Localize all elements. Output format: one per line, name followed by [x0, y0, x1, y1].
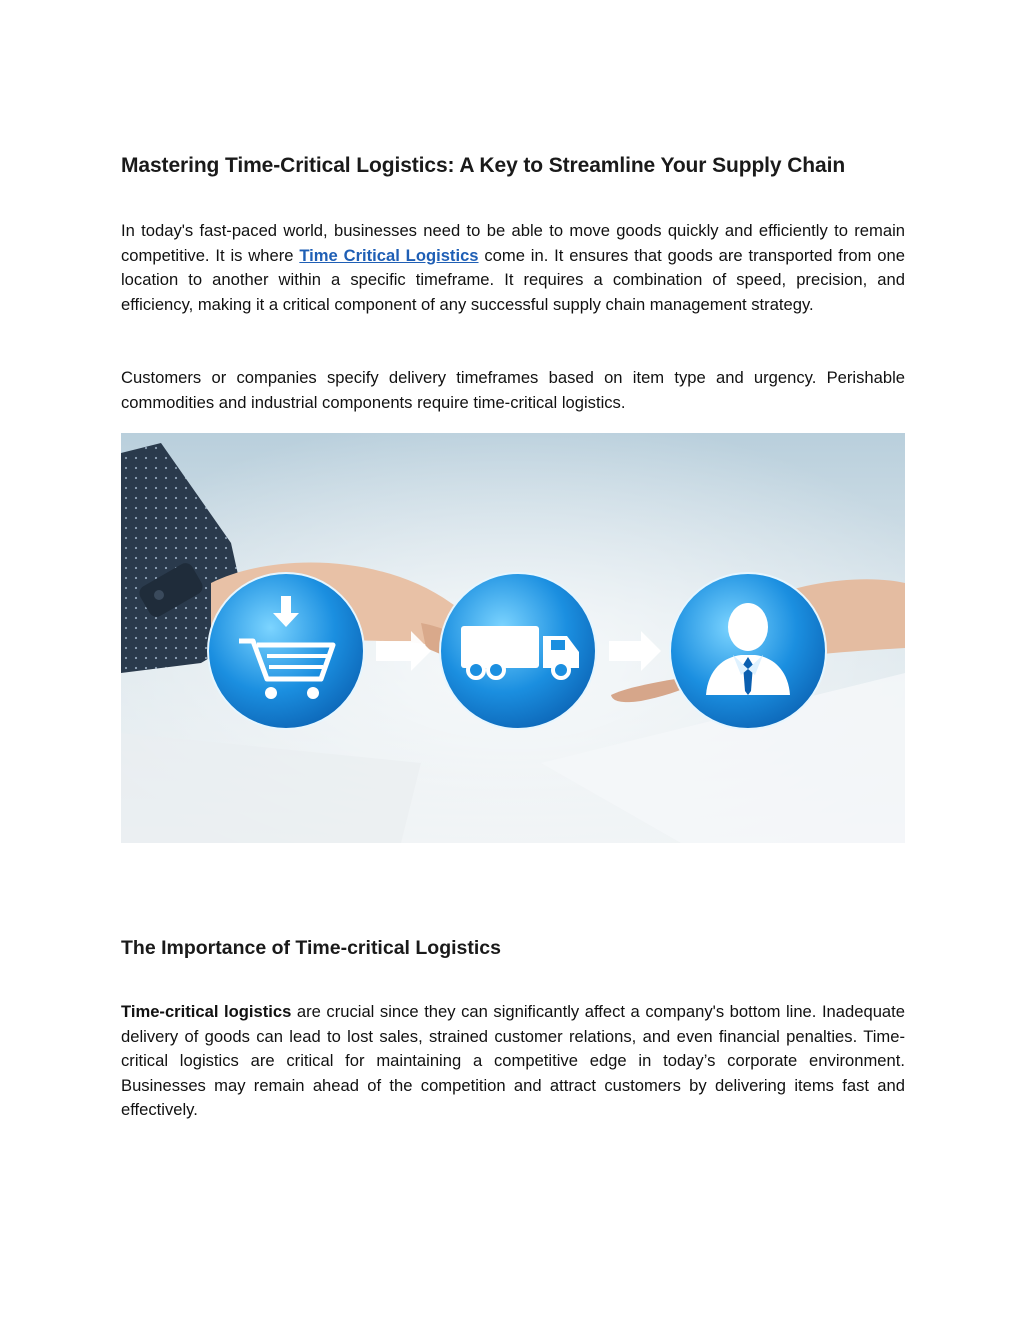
section-body-text: are crucial since they can significantly affect a company's bottom line. Inadequate delivery of goods can lead to lost sales, strained customer relations, and even financial penalties. Time-critical logistics are critical for maintaining a competitive edge in today’s corporate environment. Businesses may remain ahead of the competition and attract customers by delivering items fast and effectively.	[121, 1002, 905, 1119]
shopping-cart-icon	[208, 573, 364, 729]
section-heading: The Importance of Time-critical Logistics	[121, 937, 501, 959]
article-title: Mastering Time-Critical Logistics: A Key to Streamline Your Supply Chain	[121, 154, 846, 177]
section-lead-bold: Time-critical logistics	[121, 1002, 292, 1021]
intro-paragraph	[121, 219, 905, 317]
delivery-truck-icon	[440, 573, 596, 729]
second-paragraph: Customers or companies specify delivery timeframes based on item type and urgency. Perishable commodities and industrial components require time-critical logistics.	[121, 368, 905, 412]
customer-icon	[670, 573, 826, 729]
intro-text-after-link: come in. It ensures that goods are transported from one location to another within a specific timeframe. It requires a combination of speed, precision, and efficiency, making it a critical component of any successful supply chain management strategy.	[121, 245, 905, 314]
hero-image	[121, 433, 905, 843]
logistics-illustration	[121, 433, 905, 843]
intro-text-before-link: In today's fast-paced world, businesses need to be able to move goods quickly and efficiently to remain competitive. It is where	[121, 221, 905, 265]
section-paragraph	[121, 1000, 905, 1123]
time-critical-logistics-link[interactable]: Time Critical Logistics	[299, 245, 479, 265]
